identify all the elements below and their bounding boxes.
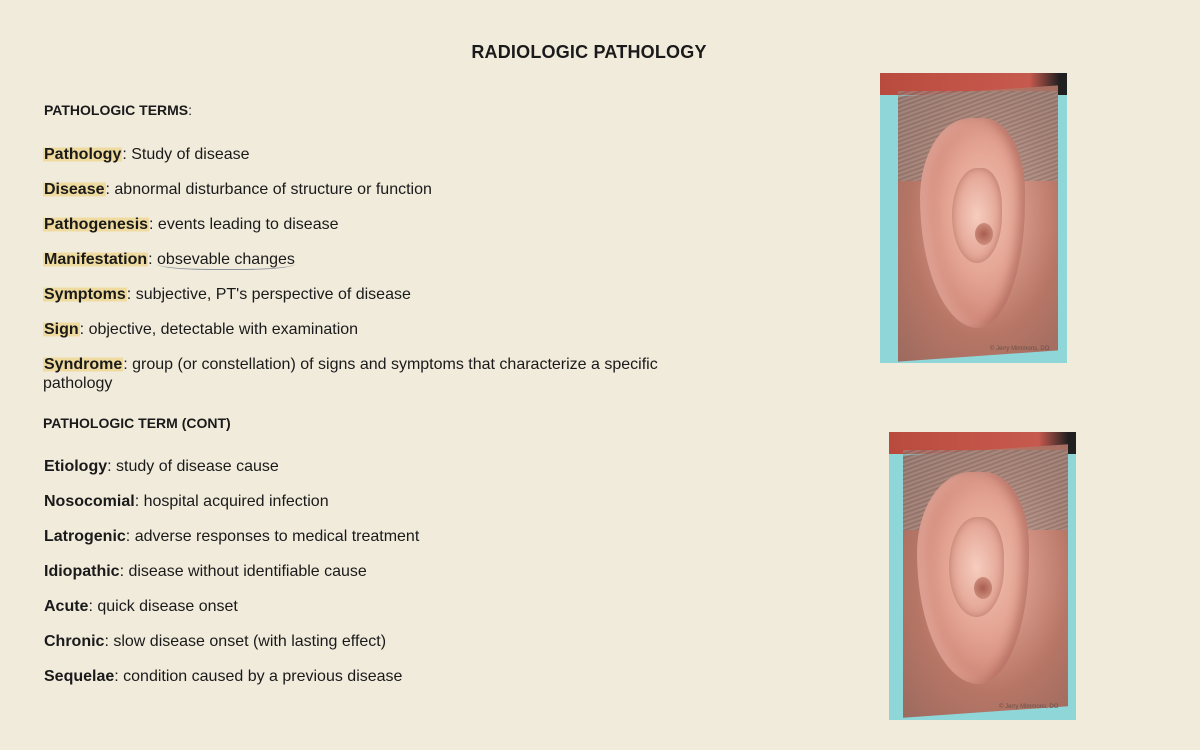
term-description: obsevable changes xyxy=(157,251,295,268)
term-pathology xyxy=(43,145,693,164)
term-description: : quick disease onset xyxy=(88,598,238,615)
term-name: Disease xyxy=(44,181,105,198)
term-pathogenesis xyxy=(43,215,693,234)
term-name: Sequelae xyxy=(44,668,115,685)
term-description: : group (or constellation) of signs and symptoms that characterize a specific pathology xyxy=(43,356,658,392)
term-description: : condition caused by a previous disease xyxy=(114,668,403,685)
ear-inner-shape xyxy=(952,168,1002,263)
ear-canal xyxy=(974,577,992,599)
term-name: Manifestation xyxy=(44,251,148,268)
term-idiopathic xyxy=(44,562,694,581)
term-name: Etiology xyxy=(44,458,108,475)
term-description: : study of disease cause xyxy=(107,458,279,475)
term-description: : slow disease onset (with lasting effect) xyxy=(104,633,387,650)
term-description: : subjective, PT's perspective of disease xyxy=(126,286,411,303)
photo-credit: © Jerry Mimmons, DO xyxy=(999,704,1059,710)
term-manifestation xyxy=(43,250,693,269)
section-heading-pathologic-terms xyxy=(44,102,192,118)
term-name: Acute xyxy=(44,598,89,615)
term-name: Nosocomial xyxy=(44,493,135,510)
term-description-prefix: : xyxy=(148,251,158,268)
ear-photo-bottom xyxy=(889,432,1076,720)
page-title: RADIOLOGIC PATHOLOGY xyxy=(471,42,707,62)
term-latrogenic xyxy=(44,527,694,546)
section-heading-text: PATHOLOGIC TERMS xyxy=(44,102,189,118)
ear-inner-shape xyxy=(949,517,1004,617)
term-sign xyxy=(43,320,693,339)
term-description: : adverse responses to medical treatment xyxy=(125,528,420,545)
term-chronic xyxy=(44,632,694,651)
term-disease xyxy=(43,180,693,199)
section-heading-colon: : xyxy=(188,102,193,118)
photo-credit: © Jerry Mimmons, DO xyxy=(990,346,1050,352)
ear-photo-top xyxy=(880,73,1067,363)
section-heading-pathologic-term-cont: PATHOLOGIC TERM (CONT) xyxy=(43,415,231,431)
ear-canal xyxy=(975,223,993,245)
term-description: : abnormal disturbance of structure or function xyxy=(105,181,432,198)
term-syndrome xyxy=(43,355,693,393)
term-name: Chronic xyxy=(44,633,105,650)
term-description: : hospital acquired infection xyxy=(134,493,329,510)
term-name: Symptoms xyxy=(44,286,126,303)
term-description: : Study of disease xyxy=(122,146,250,163)
term-description: : disease without identifiable cause xyxy=(119,563,367,580)
term-sequelae xyxy=(44,667,694,686)
term-description: : events leading to disease xyxy=(149,216,339,233)
term-name: Pathology xyxy=(44,146,122,163)
term-name: Sign xyxy=(44,321,79,338)
term-nosocomial xyxy=(44,492,694,511)
term-name: Pathogenesis xyxy=(44,216,149,233)
term-name: Latrogenic xyxy=(44,528,126,545)
term-symptoms xyxy=(43,285,693,304)
term-name: Syndrome xyxy=(44,356,123,373)
term-etiology xyxy=(44,457,694,476)
term-acute xyxy=(44,597,694,616)
term-description: : objective, detectable with examination xyxy=(79,321,359,338)
term-name: Idiopathic xyxy=(44,563,120,580)
